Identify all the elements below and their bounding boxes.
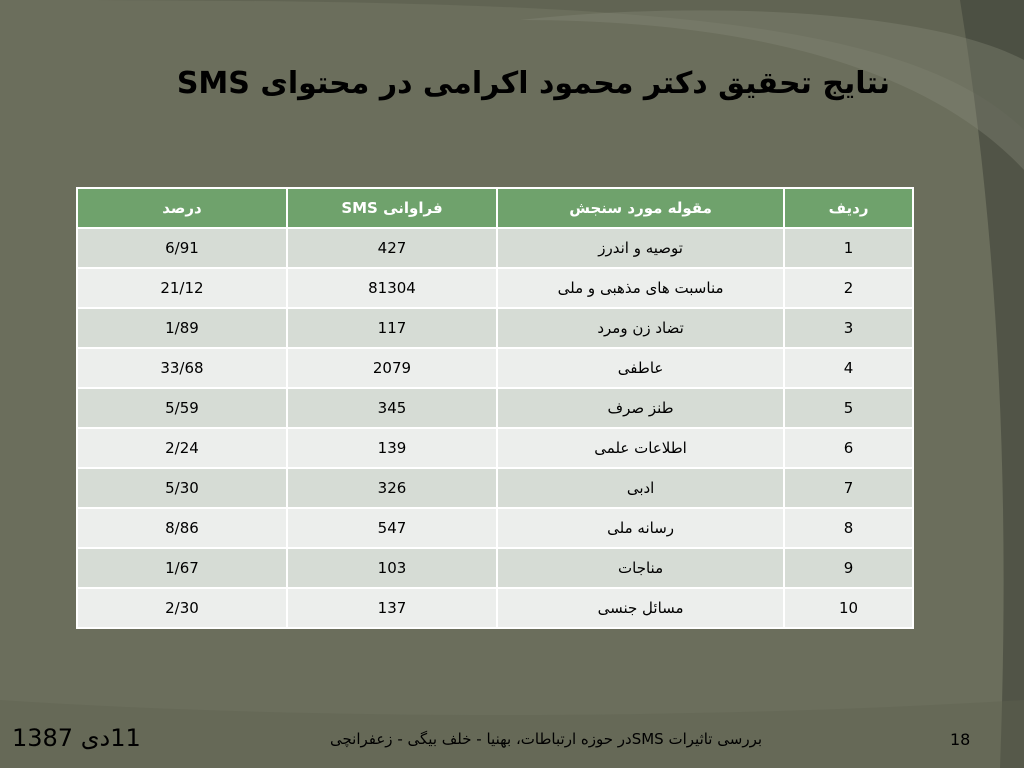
cell-subject: طنز صرف xyxy=(497,388,784,428)
cell-percent: 5/59 xyxy=(77,388,287,428)
cell-radif: 6 xyxy=(784,428,913,468)
table-row xyxy=(77,548,913,588)
cell-subject: رسانه ملی xyxy=(497,508,784,548)
cell-radif: 1 xyxy=(784,228,913,268)
cell-radif: 7 xyxy=(784,468,913,508)
cell-frequency: 326 xyxy=(287,468,497,508)
slide-title: نتایج تحقیق دکتر محمود اکرامی در محتوای SMS xyxy=(176,66,890,101)
cell-percent: 6/91 xyxy=(77,228,287,268)
cell-frequency: 137 xyxy=(287,588,497,628)
cell-percent: 1/67 xyxy=(77,548,287,588)
cell-frequency: 139 xyxy=(287,428,497,468)
cell-subject: مناسبت های مذهبی و ملی xyxy=(497,268,784,308)
cell-frequency: 81304 xyxy=(287,268,497,308)
cell-subject: توصیه و اندرز xyxy=(497,228,784,268)
cell-frequency: 103 xyxy=(287,548,497,588)
cell-subject: عاطفی xyxy=(497,348,784,388)
cell-radif: 9 xyxy=(784,548,913,588)
cell-frequency: 427 xyxy=(287,228,497,268)
header-frequency: فراوانی SMS xyxy=(287,188,497,228)
page-number: 18 xyxy=(950,730,971,749)
cell-frequency: 547 xyxy=(287,508,497,548)
cell-radif: 4 xyxy=(784,348,913,388)
header-radif: ردیف xyxy=(784,188,913,228)
footer-date: 11دی 1387 xyxy=(12,724,141,752)
cell-subject: تضاد زن ومرد xyxy=(497,308,784,348)
table-row xyxy=(77,468,913,508)
cell-subject: مناجات xyxy=(497,548,784,588)
header-subject: مقوله مورد سنجش xyxy=(497,188,784,228)
cell-percent: 2/30 xyxy=(77,588,287,628)
cell-radif: 10 xyxy=(784,588,913,628)
footer-caption: بررسی تاثیرات SMSدر حوزه ارتباطات، بهنیا - خلف بیگی - زعفرانچی xyxy=(329,730,763,748)
cell-radif: 8 xyxy=(784,508,913,548)
cell-percent: 5/30 xyxy=(77,468,287,508)
cell-radif: 2 xyxy=(784,268,913,308)
table-row xyxy=(77,228,913,268)
header-percent: درصد xyxy=(77,188,287,228)
table-row xyxy=(77,348,913,388)
table-row xyxy=(77,268,913,308)
cell-radif: 5 xyxy=(784,388,913,428)
cell-percent: 33/68 xyxy=(77,348,287,388)
cell-frequency: 345 xyxy=(287,388,497,428)
cell-percent: 1/89 xyxy=(77,308,287,348)
cell-percent: 2/24 xyxy=(77,428,287,468)
table-row xyxy=(77,308,913,348)
cell-frequency: 2079 xyxy=(287,348,497,388)
cell-frequency: 117 xyxy=(287,308,497,348)
table-row xyxy=(77,508,913,548)
table-row xyxy=(77,588,913,628)
cell-subject: اطلاعات علمی xyxy=(497,428,784,468)
table-row xyxy=(77,428,913,468)
table-header-row xyxy=(77,188,913,228)
results-table xyxy=(76,187,914,629)
cell-subject: ادبی xyxy=(497,468,784,508)
cell-percent: 8/86 xyxy=(77,508,287,548)
cell-subject: مسائل جنسی xyxy=(497,588,784,628)
table-row xyxy=(77,388,913,428)
cell-percent: 21/12 xyxy=(77,268,287,308)
cell-radif: 3 xyxy=(784,308,913,348)
